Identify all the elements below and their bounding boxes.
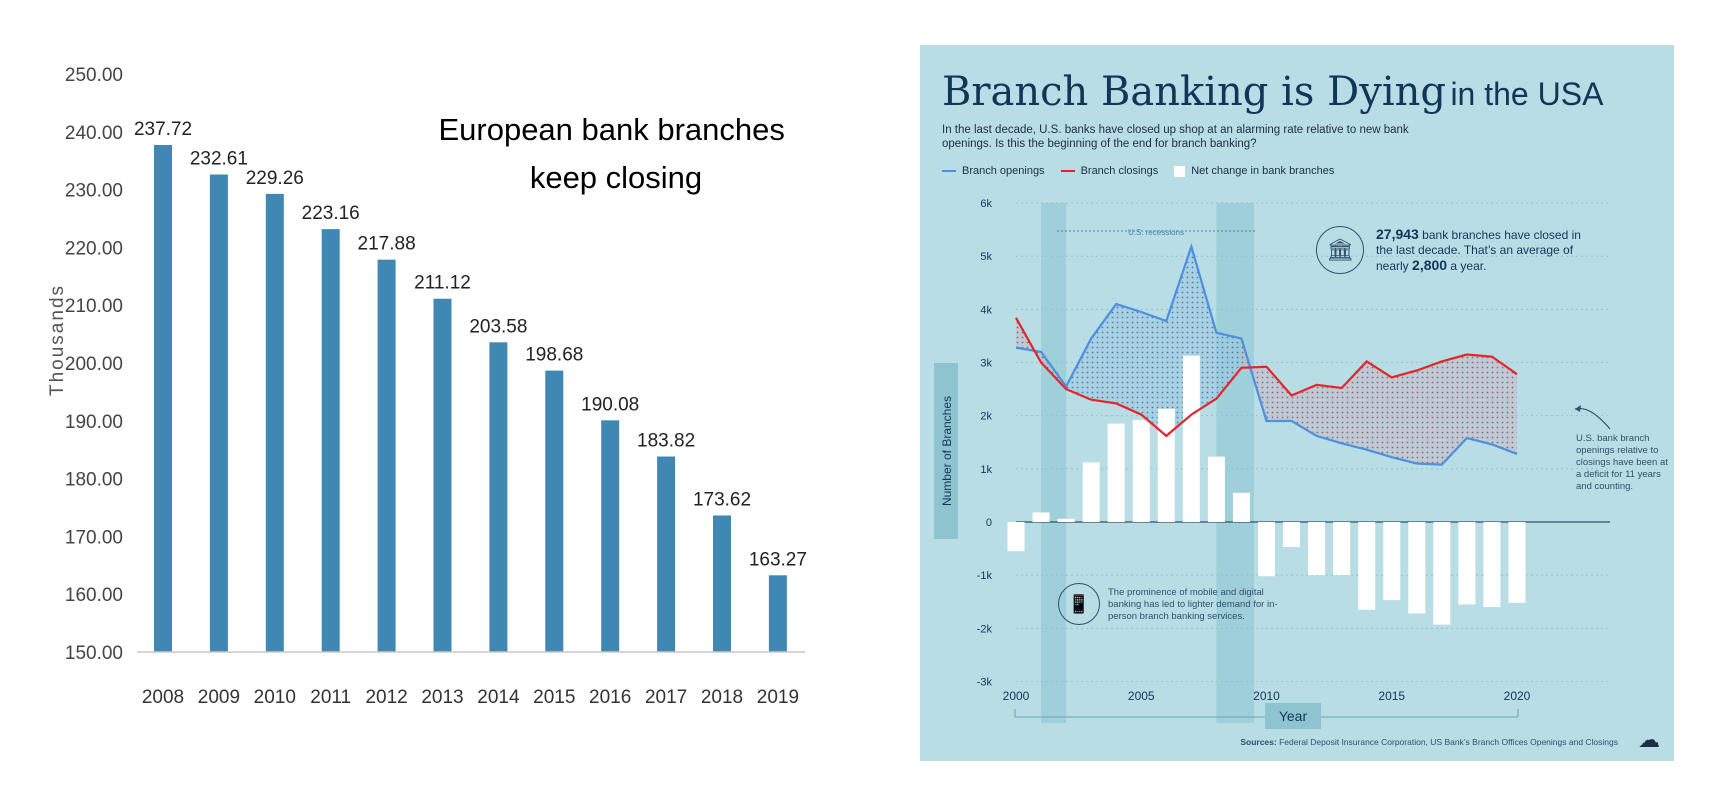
value-label: 223.16 [301, 203, 360, 225]
x-tick-label: 2020 [1503, 689, 1531, 703]
bar [489, 342, 507, 652]
y-tick-label: 1k [980, 463, 992, 476]
x-tick-label: 2000 [1002, 689, 1030, 703]
net-change-bar [1308, 522, 1325, 575]
publisher-logo-icon: ☁ [1638, 727, 1660, 752]
net-change-bar [1383, 522, 1400, 600]
y-axis-label: Thousands [47, 283, 68, 397]
europe-bar-chart [0, 0, 820, 790]
net-change-bar [1408, 522, 1425, 613]
legend-item-openings: Branch openings [942, 165, 1045, 177]
net-change-bar [1333, 522, 1350, 575]
value-label: 203.58 [469, 316, 528, 338]
net-change-bar [1258, 522, 1275, 576]
deficit-arrow [1575, 408, 1610, 429]
x-axis-label: Year [1265, 703, 1321, 729]
x-tick-label: 2008 [141, 687, 185, 708]
legend-line-blue [942, 170, 956, 172]
x-tick-label: 2012 [365, 687, 408, 708]
x-tick-label: 2015 [533, 687, 576, 708]
net-change-bar [1183, 356, 1200, 522]
y-tick-label: 230.00 [64, 180, 123, 202]
net-change-bar [1233, 493, 1250, 522]
bar [266, 194, 284, 652]
x-tick-label: 2011 [310, 687, 352, 708]
infographic-subtitle: In the last decade, U.S. banks have closed up shop at an alarming rate relative to new bank openings. Is this the beginning of the end for branch banking? [942, 124, 1409, 150]
y-tick-label: 3k [980, 357, 992, 370]
gap-fill [1241, 339, 1517, 465]
bar [434, 299, 452, 652]
value-label: 229.26 [245, 167, 304, 189]
bar [769, 575, 787, 652]
value-label: 217.88 [357, 233, 416, 255]
net-change-bar [1008, 522, 1025, 551]
grid-lines [1016, 203, 1610, 682]
value-label: 163.27 [748, 549, 807, 571]
net-change-bar [1358, 522, 1375, 610]
value-label: 237.72 [133, 118, 193, 140]
y-tick-label: 0 [985, 517, 992, 529]
x-tick-label: 2018 [700, 687, 744, 708]
x-tick-label: 2013 [421, 687, 464, 708]
callout-number-2: 2,800 [1412, 257, 1448, 273]
gap-fills [1016, 247, 1517, 465]
bar [713, 515, 731, 652]
bar [322, 229, 340, 652]
x-tick-label: 2015 [1378, 689, 1406, 703]
x-tick-labels [142, 687, 799, 708]
y-axis-label: Number of Branches [940, 395, 954, 507]
y-tick-label: 6k [980, 198, 992, 210]
bar [154, 145, 172, 652]
us-branch-chart [920, 45, 1674, 761]
net-change-bar [1133, 420, 1150, 522]
y-tick-label: 210.00 [64, 296, 123, 318]
y-tick-label: 4k [980, 304, 992, 317]
bar [210, 175, 228, 652]
bar [545, 371, 563, 652]
net-change-bar [1283, 522, 1300, 547]
deficit-arrow-head [1575, 405, 1581, 412]
mobile-banking-icon: 📱 [1058, 583, 1100, 625]
net-change-bar [1158, 409, 1175, 522]
y-tick-label: 5k [980, 251, 992, 264]
x-tick-label: 2005 [1127, 689, 1155, 703]
bar [601, 420, 619, 652]
x-tick-label: 2009 [197, 687, 241, 708]
value-label: 173.62 [692, 489, 752, 511]
bars [154, 145, 787, 652]
bar [378, 260, 396, 652]
x-tick-label: 2019 [756, 687, 800, 708]
y-tick-labels [977, 198, 993, 689]
net-change-bar [1083, 462, 1100, 522]
deficit-note: U.S. bank branch openings relative to closings have been at a deficit for 11 years and counting. [1576, 433, 1668, 492]
y-tick-label: 180.00 [64, 469, 123, 491]
net-change-bar [1108, 424, 1125, 522]
y-tick-labels [65, 65, 123, 664]
net-change-bar [1483, 522, 1500, 607]
us-branch-infographic [920, 45, 1674, 761]
value-labels [134, 119, 807, 570]
net-change-bar [1208, 457, 1225, 522]
callout-text-2: a year. [1450, 259, 1487, 273]
legend-item-closings: Branch closings [1061, 165, 1159, 177]
value-label: 183.82 [637, 430, 696, 452]
closures-callout [1376, 227, 1586, 274]
y-tick-label: -1k [976, 570, 992, 583]
x-tick-label: 2017 [644, 687, 688, 708]
bank-icon: 🏛 [1316, 226, 1364, 274]
net-change-bar [1033, 512, 1050, 522]
y-tick-label: 150.00 [64, 643, 123, 664]
y-tick-label: 240.00 [64, 122, 123, 144]
net-change-bar [1458, 522, 1475, 604]
y-tick-label: 250.00 [64, 65, 123, 86]
value-label: 232.61 [189, 148, 248, 170]
y-tick-label: 190.00 [64, 411, 123, 433]
value-label: 190.08 [581, 394, 640, 416]
legend [942, 165, 1334, 177]
y-tick-label: 2k [980, 410, 992, 423]
x-tick-label: 2010 [1253, 689, 1280, 703]
x-tick-label: 2016 [589, 687, 632, 708]
bar [657, 457, 675, 652]
gap-fill [1066, 247, 1241, 436]
x-tick-label: 2014 [477, 687, 520, 708]
net-change-bar [1433, 522, 1450, 625]
callout-number: 27,943 [1376, 226, 1419, 242]
x-tick-labels [1003, 689, 1531, 703]
net-change-bar [1058, 519, 1075, 522]
sources-line: Sources: Federal Deposit Insurance Corporation, US Bank’s Branch Offices Openings and Closings [1240, 737, 1618, 747]
x-tick-label: 2010 [253, 687, 296, 708]
recessions-label: U.S. recessions [1127, 228, 1185, 237]
y-tick-label: 170.00 [64, 527, 123, 549]
infographic-title: Branch Banking is Dying in the USA [942, 69, 1604, 115]
y-tick-label: 200.00 [64, 354, 123, 375]
mobile-note: The prominence of mobile and digital banking has led to lighter demand for in-person branch banking services. [1108, 587, 1278, 622]
y-tick-label: -3k [976, 676, 992, 689]
y-tick-label: 220.00 [64, 238, 123, 260]
net-change-bar [1509, 522, 1526, 603]
chart-title-line-2: keep closing [529, 160, 703, 195]
value-label: 211.12 [414, 272, 471, 294]
y-tick-label: -2k [976, 623, 992, 636]
value-label: 198.68 [525, 344, 584, 366]
chart-title [438, 112, 793, 195]
callout-text-1: bank branches have closed in the last decade. That’s an average of nearly [1376, 228, 1581, 273]
legend-line-red [1061, 170, 1075, 172]
legend-item-net: Net change in bank branches [1174, 165, 1334, 177]
y-tick-label: 160.00 [64, 585, 123, 607]
legend-box-white [1174, 166, 1185, 177]
recession-band [1041, 203, 1066, 723]
chart-title-line-1: European bank branches [438, 112, 785, 147]
